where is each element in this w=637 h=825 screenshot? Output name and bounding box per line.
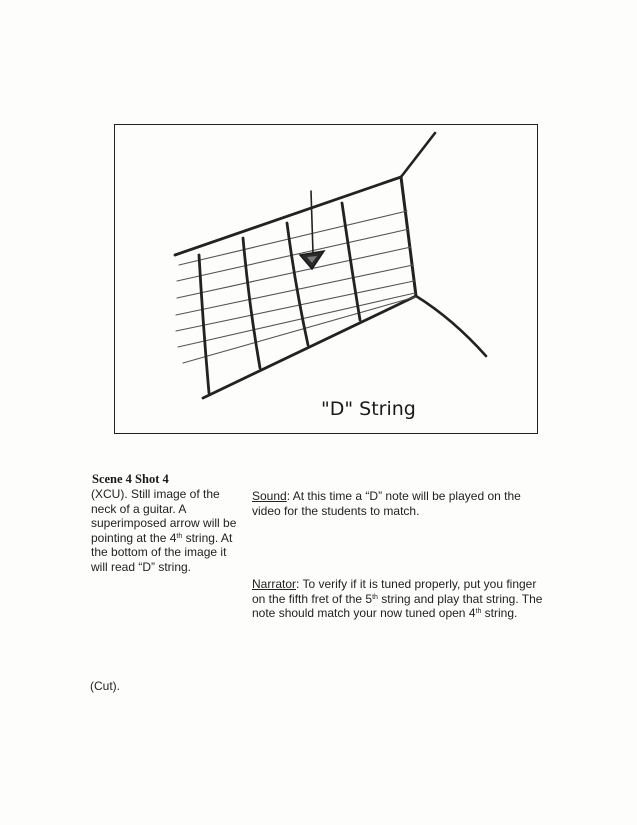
storyboard-sketch-frame xyxy=(114,124,538,434)
scene-shot-title: Scene 4 Shot 4 xyxy=(92,472,169,486)
sound-label: Sound xyxy=(252,489,287,503)
neck-bottom-edge xyxy=(203,296,416,398)
description-superscript-1: th xyxy=(176,532,183,540)
narrator-superscript-1: th xyxy=(372,593,378,601)
nut-line xyxy=(401,177,416,296)
narrator-text-3: string. xyxy=(481,606,518,620)
description-text-1: (XCU). Still image of the neck of a guitar. A superimposed arrow will be pointing at the 4 xyxy=(91,487,237,545)
fret-3 xyxy=(287,223,308,345)
sound-text: : At this time a “D” note will be played on the video for the students to match. xyxy=(252,489,521,518)
sketch-caption-d-string: "D" String xyxy=(321,398,416,420)
narrator-note xyxy=(252,577,552,621)
description-text-2: string. At the bottom of the image it will read “D” string. xyxy=(91,530,233,574)
string-5 xyxy=(176,281,414,331)
fret-2 xyxy=(243,238,260,368)
narrator-text-1: : To verify if it is tuned properly, put you finger on the fifth fret of the 5 xyxy=(252,577,537,606)
narrator-label: Narrator xyxy=(252,577,297,591)
headstock-upper-line xyxy=(401,133,435,177)
string-6 xyxy=(178,293,415,347)
sound-note xyxy=(252,489,552,518)
shot-description xyxy=(91,487,241,574)
narrator-text-2: string and play that string. The note should match your now tuned open 4 xyxy=(252,591,543,620)
narrator-superscript-2: th xyxy=(475,608,482,615)
guitar-neck-sketch xyxy=(115,125,539,435)
headstock-lower-line xyxy=(416,296,486,356)
cut-label: (Cut). xyxy=(90,679,120,693)
neck-top-edge xyxy=(175,177,401,255)
arrow-shaft xyxy=(311,191,313,253)
